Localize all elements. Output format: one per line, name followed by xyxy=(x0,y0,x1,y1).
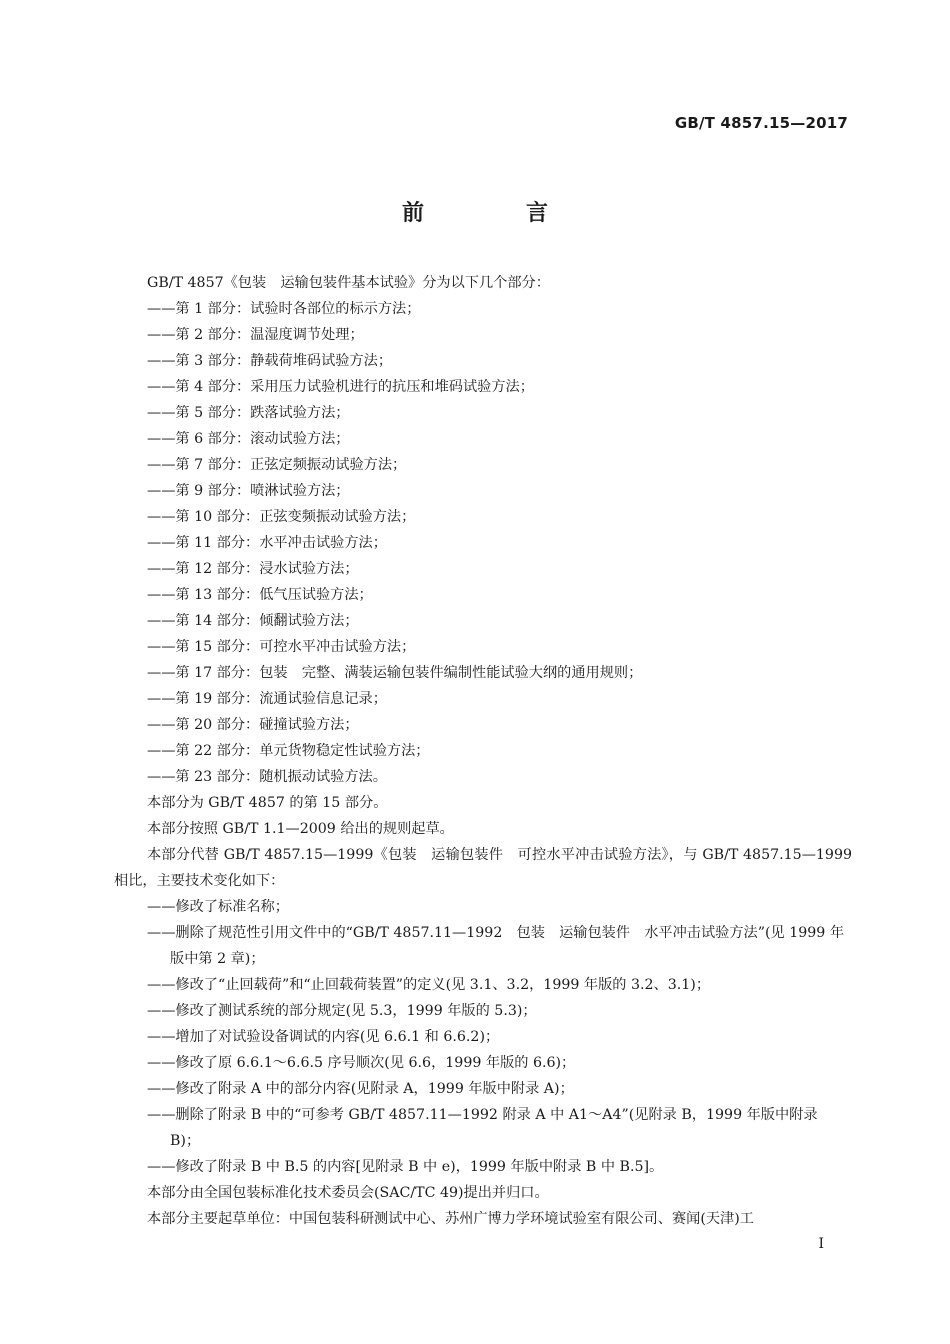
list-item: ——第 11 部分：水平冲击试验方法； xyxy=(147,535,387,551)
proposed-by-paragraph: 本部分由全国包装标准化技术委员会(SAC/TC 49)提出并归口。 xyxy=(147,1185,549,1201)
list-item: ——第 17 部分：包装 完整、满装运输包装件编制性能试验大纲的通用规则； xyxy=(147,665,643,681)
list-item: ——第 4 部分：采用压力试验机进行的抗压和堆码试验方法； xyxy=(147,379,534,395)
change-item: ——修改了附录 B 中 B.5 的内容[见附录 B 中 e)，1999 年版中附录 B 中 B.5]。 xyxy=(147,1159,664,1175)
list-item: ——第 10 部分：正弦变频振动试验方法； xyxy=(147,509,416,525)
list-item: ——第 3 部分：静载荷堆码试验方法； xyxy=(147,353,393,369)
list-item: ——第 7 部分：正弦定频振动试验方法； xyxy=(147,457,407,473)
drafting-rules-paragraph: 本部分按照 GB/T 1.1—2009 给出的规则起草。 xyxy=(147,821,454,837)
list-item: ——第 12 部分：浸水试验方法； xyxy=(147,561,359,577)
list-item: ——第 13 部分：低气压试验方法； xyxy=(147,587,373,603)
change-item: ——删除了规范性引用文件中的“GB/T 4857.11—1992 包装 运输包装件 水平冲击试验方法”(见 1999 年版中第 2 章)； xyxy=(147,925,845,967)
replaces-paragraph: 本部分代替 GB/T 4857.15—1999《包装 运输包装件 可控水平冲击试验方法》，与 GB/T 4857.15—1999 相比，主要技术变化如下： xyxy=(114,847,852,889)
list-item: ——第 22 部分：单元货物稳定性试验方法； xyxy=(147,743,430,759)
change-item: ——修改了测试系统的部分规定(见 5.3，1999 年版的 5.3)； xyxy=(147,1003,537,1019)
change-item: ——修改了标准名称； xyxy=(147,899,289,915)
change-item: ——增加了对试验设备调试的内容(见 6.6.1 和 6.6.2)； xyxy=(147,1029,500,1045)
intro-paragraph: GB/T 4857《包装 运输包装件基本试验》分为以下几个部分： xyxy=(147,275,550,291)
drafters-paragraph: 本部分主要起草单位：中国包装科研测试中心、苏州广博力学环境试验室有限公司、赛闻(天津)工 xyxy=(147,1211,754,1227)
list-item: ——第 20 部分：碰撞试验方法； xyxy=(147,717,359,733)
document-body xyxy=(114,270,852,1232)
change-item: ——修改了原 6.6.1～6.6.5 序号顺次(见 6.6，1999 年版的 6.6)； xyxy=(147,1055,576,1071)
standard-code: GB/T 4857.15—2017 xyxy=(674,114,848,132)
list-item: ——第 19 部分：流通试验信息记录； xyxy=(147,691,387,707)
this-part-paragraph: 本部分为 GB/T 4857 的第 15 部分。 xyxy=(147,795,388,811)
list-item: ——第 6 部分：滚动试验方法； xyxy=(147,431,350,447)
page-title: 前 言 xyxy=(401,201,588,226)
change-item: ——删除了附录 B 中的“可参考 GB/T 4857.11—1992 附录 A 中 A1～A4”(见附录 B，1999 年版中附录 B)； xyxy=(147,1107,818,1149)
list-item: ——第 23 部分：随机振动试验方法。 xyxy=(147,769,387,785)
page-number: I xyxy=(818,1236,824,1252)
list-item: ——第 15 部分：可控水平冲击试验方法； xyxy=(147,639,416,655)
change-item: ——修改了“止回载荷”和“止回载荷装置”的定义(见 3.1、3.2，1999 年版的 3.2、3.1)； xyxy=(147,977,711,993)
list-item: ——第 5 部分：跌落试验方法； xyxy=(147,405,350,421)
list-item: ——第 9 部分：喷淋试验方法； xyxy=(147,483,350,499)
list-item: ——第 14 部分：倾翻试验方法； xyxy=(147,613,359,629)
list-item: ——第 1 部分：试验时各部位的标示方法； xyxy=(147,301,421,317)
change-item: ——修改了附录 A 中的部分内容(见附录 A，1999 年版中附录 A)； xyxy=(147,1081,574,1097)
list-item: ——第 2 部分：温湿度调节处理； xyxy=(147,327,364,343)
